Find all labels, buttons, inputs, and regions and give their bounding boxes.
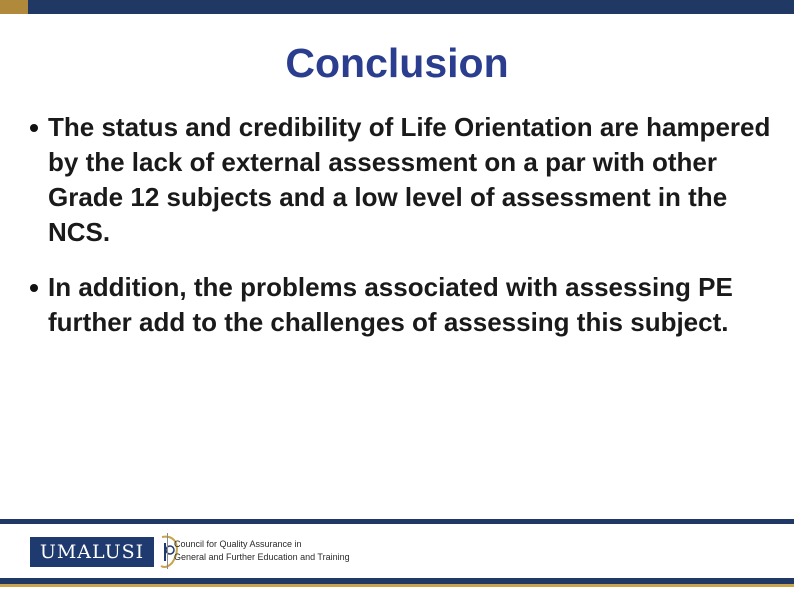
- umalusi-logo: UMALUSI: [30, 537, 154, 567]
- top-header-bar: [0, 0, 794, 14]
- bullet-dot-icon: [30, 124, 38, 132]
- council-name: [174, 538, 394, 564]
- slide-title: Conclusion: [285, 40, 509, 86]
- council-line-2: General and Further Education and Training: [174, 552, 350, 562]
- council-line-1: Council for Quality Assurance in: [174, 539, 302, 549]
- bullet-text: The status and credibility of Life Orientation are hampered by the lack of external assessment on a par with other Grade 12 subjects and a low level of assessment in the NCS.: [48, 112, 771, 247]
- footer-divider: [167, 533, 168, 569]
- bullet-dot-icon: [30, 284, 38, 292]
- bullet-item: [30, 270, 790, 340]
- footer-gold-rule: [0, 584, 794, 587]
- bullet-list: [30, 110, 790, 360]
- top-bar-accent: [0, 0, 28, 14]
- bullet-item: [30, 110, 790, 250]
- bullet-text: In addition, the problems associated with assessing PE further add to the challenges of assessing this subject.: [48, 272, 733, 337]
- footer-top-rule: [0, 519, 794, 524]
